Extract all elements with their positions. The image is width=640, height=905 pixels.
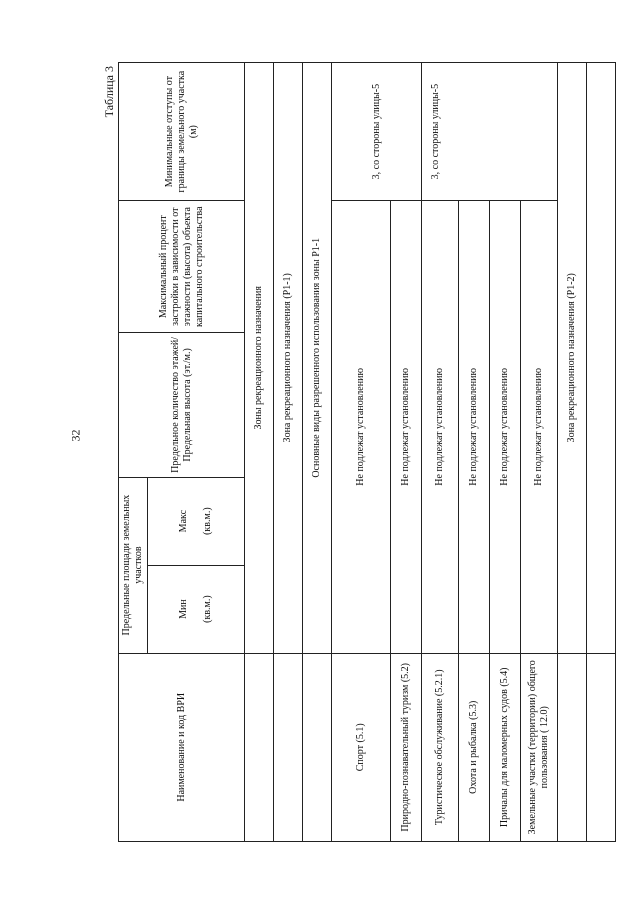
section-p1-1: Зона рекреационного назначения (Р1-1) [274, 63, 303, 654]
rotated-page [100, 62, 577, 842]
table-row [422, 63, 459, 842]
row-name: Природно-познавательный туризм (5.2) [391, 653, 422, 841]
header-area-min-line2: (кв.м.) [202, 595, 213, 623]
header-area-max-line2: (кв.м.) [202, 507, 213, 535]
header-area-max-line1: Макс [178, 509, 189, 533]
row-merged-value: Не подлежат установлению [422, 201, 459, 653]
row-merged-value: Не подлежат установлению [391, 201, 422, 653]
page-number: 32 [68, 429, 83, 442]
section-spacer [303, 653, 332, 841]
header-area-min [148, 565, 245, 653]
header-setbacks: Минимальные отступы от границы земельного участка (м) [119, 63, 245, 201]
row-merged-value: Не подлежат установлению [459, 201, 490, 653]
row-name: Спорт (5.1) [332, 653, 391, 841]
table-title: Таблица 3 [102, 66, 116, 118]
section-spacer [587, 653, 616, 841]
section-basic: Основные виды разрешенного использования зоны Р1-1 [303, 63, 332, 654]
section-spacer [274, 653, 303, 841]
header-floors: Предельное количество этажей/ Предельная высота (эт./м.) [119, 333, 245, 477]
header-area-group: Предельные площади земельных участков [119, 477, 148, 653]
row-name: Земельные участки (территории) общего пользования ( 12.0) [521, 653, 558, 841]
section-zone: Зоны рекреационного назначения [245, 63, 274, 654]
row-name: Причалы для маломерных судов (5.4) [490, 653, 521, 841]
row-merged-value: Не подлежат установлению [332, 201, 391, 653]
header-area-min-line1: Мин [178, 599, 189, 619]
section-p1-2: Зона рекреационного назначения (Р1-2) [558, 63, 587, 654]
header-coverage: Максимальный процент застройки в зависимости от этажности (высота) объекта капитального строительства [119, 201, 245, 333]
row-merged-value: Не подлежат установлению [521, 201, 558, 653]
table-row [332, 63, 391, 842]
section-spacer [245, 653, 274, 841]
header-name: Наименование и код ВРИ [119, 653, 245, 841]
zoning-table [118, 62, 616, 842]
row-merged-value: Не подлежат установлению [490, 201, 521, 653]
header-area-max [148, 477, 245, 565]
empty-cell [587, 63, 616, 654]
row-name: Туристическое обслуживание (5.2.1) [422, 653, 459, 841]
row-setback: 3, со стороны улицы-5 [332, 63, 422, 201]
row-setback: 3, со стороны улицы-5 [422, 63, 558, 201]
section-spacer [558, 653, 587, 841]
row-name: Охота и рыбалка (5.3) [459, 653, 490, 841]
